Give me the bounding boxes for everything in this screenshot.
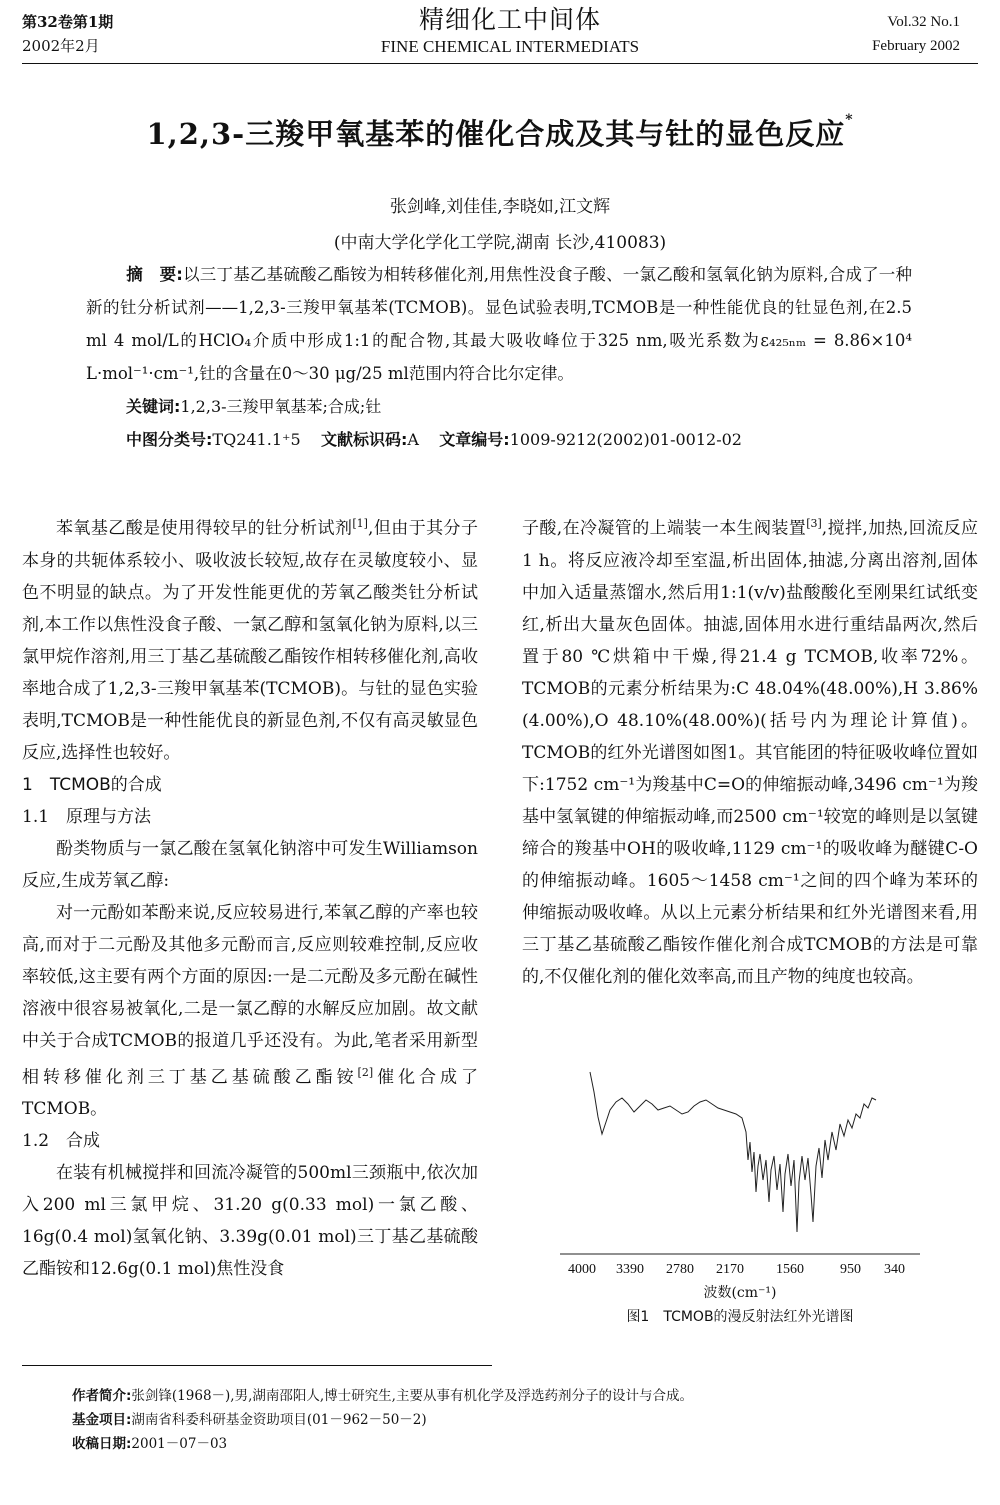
- affiliation: (中南大学化学化工学院,湖南 长沙,410083): [333, 233, 667, 253]
- x-axis-label: 波数(cm⁻¹): [703, 1285, 777, 1301]
- ir-spectrum-figure: [560, 1062, 920, 1258]
- body-paragraph: 子酸,在冷凝管的上端装一本生阀装置[3],搅拌,加热,回流反应1 h。将反应液冷却至室温,析出固体,抽滤,分离出溶剂,固体中加入适量蒸馏水,然后用1:1(v/v)盐酸酸化至刚果红试纸变红,析出大量灰色固体。抽滤,固体用水进行重结晶两次,然后置于80 ℃烘箱中干燥,得21.4 g TCMOB,收率72%。TCMOB的元素分析结果为:C 48.04%(48.00%),H 3.86%(4.00%),O 48.10%(48.00%)(括号内为理论计算值)。TCMOB的红外光谱图如图1。其官能团的特征吸收峰位置如下:1752 cm⁻¹为羧基中C=O的伸缩振动峰,3496 cm⁻¹为羧基中氢氧键的伸缩振动峰,而2500 cm⁻¹较宽的峰则是以氢键缔合的羧基中OH的吸收峰,1129 cm⁻¹的吸收峰为醚键C-O的伸缩振动峰。1605～1458 cm⁻¹之间的四个峰为苯环的伸缩振动吸收峰。从以上元素分析结果和红外光谱图来看,用三丁基乙基硫酸乙酯铵作催化剂合成TCMOB的方法是可靠的,不仅催化剂的催化效率高,而且产物的纯度也较高。: [522, 517, 979, 987]
- doc-code: A: [407, 430, 419, 449]
- x-tick-label: 340: [884, 1262, 905, 1277]
- ir-spectrum-plot: [560, 1062, 920, 1258]
- journal-name-en: FINE CHEMICAL INTERMEDIATS: [380, 37, 640, 56]
- keywords-label: 关键词:: [126, 397, 181, 416]
- abstract-label: 摘 要:: [126, 265, 183, 284]
- body-right-column: [522, 508, 978, 993]
- title-footnote-mark: *: [845, 112, 854, 128]
- footnotes: [72, 1384, 972, 1456]
- body-paragraph: 酚类物质与一氯乙酸在氢氧化钠溶中可发生Williamson反应,生成芳氧乙醇:: [22, 838, 478, 891]
- journal-name: [300, 4, 720, 58]
- abstract: [86, 258, 912, 456]
- subsection-heading-1-1: 1.1 原理与方法: [22, 806, 152, 827]
- header-divider: [22, 63, 978, 64]
- citation-ref: [3]: [806, 517, 822, 530]
- funding: 基金项目:湖南省科委科研基金资助项目(01－962－50－2): [72, 1412, 427, 1428]
- citation-ref: [1]: [352, 517, 368, 530]
- received-date: 收稿日期:2001－07－03: [72, 1436, 228, 1452]
- classification-line: [86, 423, 912, 456]
- citation-ref: [2]: [357, 1065, 374, 1079]
- intro-paragraph: 苯氧基乙酸是使用得较早的钍分析试剂[1],但由于其分子本身的共轭体系较小、吸收波长较短,故存在灵敏度较小、显色不明显的缺点。为了开发性能更优的芳氧乙酸类钍分析试剂,本工作以焦性没食子酸、一氯乙醇和氢氧化钠为原料,以三氯甲烷作溶剂,用三丁基乙基硫酸乙酯铵作相转移催化剂,高收率地合成了1,2,3-三羧甲氧基苯(TCMOB)。与钍的显色实验表明,TCMOB是一种性能优良的新显色剂,不仅有高灵敏显色反应,选择性也较好。: [22, 517, 478, 763]
- subsection-heading-1-2: 1.2 合成: [22, 1131, 101, 1152]
- section-heading-1: 1 TCMOB的合成: [22, 774, 162, 795]
- doc-code-label: 文献标识码:: [320, 430, 408, 449]
- article-title-text: 1,2,3-三羧甲氧基苯的催化合成及其与钍的显色反应: [146, 117, 846, 151]
- article-number: 1009-9212(2002)01-0012-02: [509, 430, 742, 449]
- header-left: [22, 10, 113, 58]
- article-number-label: 文章编号:: [439, 430, 510, 449]
- author-bio: 作者简介:张剑锋(1968－),男,湖南邵阳人,博士研究生,主要从事有机化学及浮选药剂分子的设计与合成。: [72, 1388, 693, 1404]
- date-en: February 2002: [872, 38, 960, 54]
- ir-spectrum-trace: [590, 1072, 876, 1232]
- article-title: [40, 112, 960, 153]
- x-tick-label: 2780: [666, 1262, 694, 1277]
- keywords: 1,2,3-三羧甲氧基苯;合成;钍: [180, 397, 382, 416]
- authors: 张剑峰,刘佳佳,李晓如,江文辉: [389, 197, 611, 217]
- body-paragraph: 对一元酚如苯酚来说,反应较易进行,苯氧乙醇的产率也较高,而对于二元酚及其他多元酚而言,反应则较难控制,反应收率较低,这主要有两个方面的原因:一是二元酚及多元酚在碱性溶液中很容易被氧化,二是一氯乙醇的水解反应加剧。故文献中关于合成TCMOB的报道几乎还没有。为此,笔者采用新型相转移催化剂三丁基乙基硫酸乙酯铵[2]催化合成了TCMOB。: [22, 902, 478, 1120]
- volume-issue-en: Vol.32 No.1: [887, 14, 960, 30]
- header-right: [872, 10, 960, 58]
- x-tick-label: 950: [840, 1262, 861, 1277]
- x-tick-label: 3390: [616, 1262, 644, 1277]
- figure-caption: 图1 TCMOB的漫反射法红外光谱图: [626, 1309, 854, 1325]
- x-tick-label: 1560: [776, 1262, 804, 1277]
- clc-label: 中图分类号:: [126, 430, 213, 449]
- journal-name-cn: 精细化工中间体: [418, 5, 601, 34]
- clc-number: TQ241.1⁺5: [212, 430, 301, 449]
- abstract-text: 以三丁基乙基硫酸乙酯铵为相转移催化剂,用焦性没食子酸、一氯乙酸和氢氧化钠为原料,合成了一种新的钍分析试剂——1,2,3-三羧甲氧基苯(TCMOB)。显色试验表明,TCMOB是一种性能优良的钍显色剂,在2.5 ml 4 mol/L的HClO₄介质中形成1:1的配合物,其最大吸收峰位于325 nm,吸光系数为ε₄₂₅ₙₘ = 8.86×10⁴ L·mol⁻¹·cm⁻¹,钍的含量在0～30 μg/25 ml范围内符合比尔定律。: [86, 265, 912, 383]
- abstract-paragraph: [86, 258, 912, 390]
- date-cn: 2002年2月: [22, 37, 100, 55]
- keywords-line: [86, 390, 912, 423]
- x-tick-label: 2170: [716, 1262, 744, 1277]
- body-paragraph: 在装有机械搅拌和回流冷凝管的500ml三颈瓶中,依次加入200 ml三氯甲烷、31.20 g(0.33 mol)一氯乙酸、16g(0.4 mol)氢氧化钠、3.39g(0.01 mol)三丁基乙基硫酸乙酯铵和12.6g(0.1 mol)焦性没食: [22, 1163, 478, 1280]
- x-tick-label: 4000: [568, 1262, 596, 1277]
- body-left-column: [22, 508, 478, 1285]
- volume-issue-cn: 第32卷第1期: [22, 13, 114, 31]
- footnote-divider: [22, 1365, 492, 1366]
